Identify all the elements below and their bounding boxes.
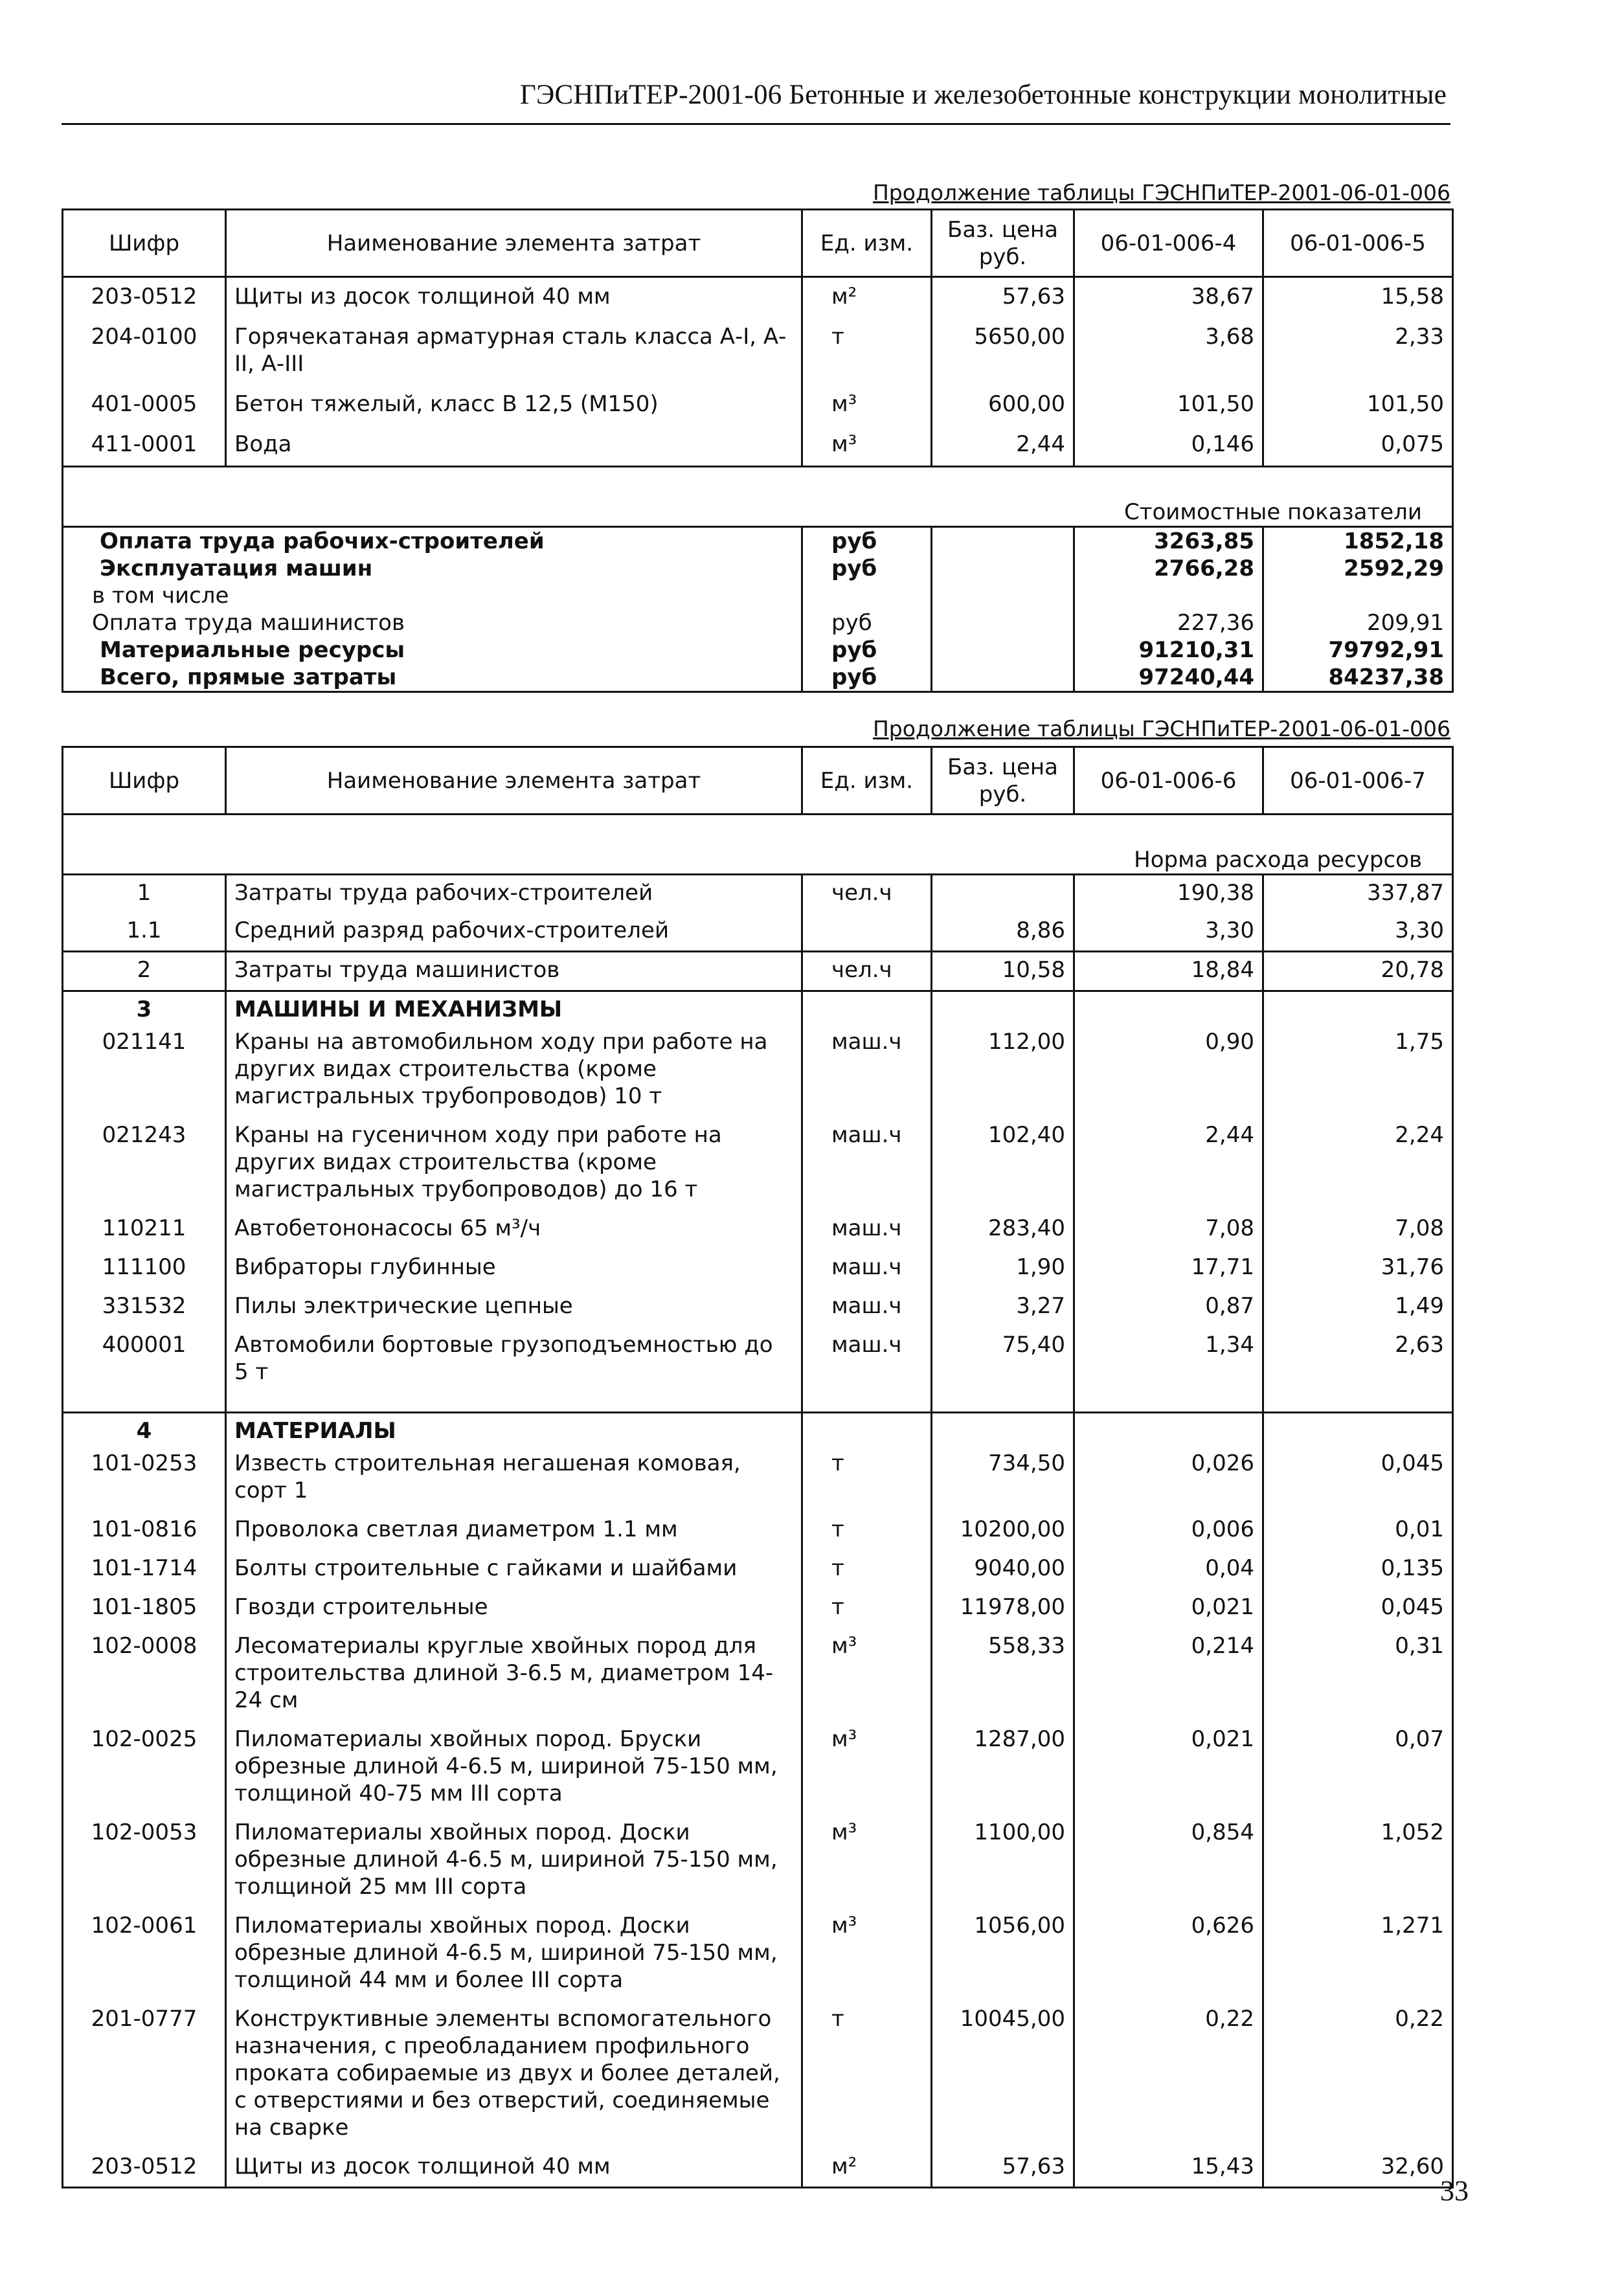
norm-value-col2: 0,075 (1263, 425, 1453, 467)
table2-body (63, 815, 1453, 2188)
material-row (63, 1720, 1453, 1814)
resource-name: Болты строительные с гайками и шайбами (226, 1549, 802, 1588)
resource-unit: чел.ч (802, 952, 932, 991)
resource-unit: м³ (802, 425, 932, 467)
material-row (63, 2000, 1453, 2148)
base-price: 3,27 (932, 1287, 1074, 1326)
material-row (63, 1549, 1453, 1588)
resource-code: 101-1714 (63, 1549, 226, 1588)
resource-name: Пиломатериалы хвойных пород. Доски обрезные длиной 4-6.5 м, шириной 75-150 мм, толщиной 44 мм и более III сорта (226, 1907, 802, 2000)
summary-value-col1: 97240,44 (1074, 664, 1263, 692)
resource-code: 203-0512 (63, 277, 226, 319)
base-price: 57,63 (932, 2148, 1074, 2188)
resource-unit: м³ (802, 1907, 932, 2000)
page-header (62, 76, 1450, 125)
machine-row (63, 1287, 1453, 1326)
norm-value-col1: 2,44 (1074, 1116, 1263, 1209)
resource-unit: маш.ч (802, 1248, 932, 1287)
resource-code: 102-0008 (63, 1627, 226, 1720)
document-title: ГЭСНПиТЕР-2001-06 Бетонные и железобетонные конструкции монолитные (519, 80, 1447, 110)
summary-unit: руб (802, 555, 932, 582)
resource-name: Пилы электрические цепные (226, 1287, 802, 1326)
resource-name: Затраты труда машинистов (226, 952, 802, 991)
norm-value-col2: 7,08 (1263, 1209, 1453, 1248)
table-row (63, 385, 1453, 425)
resource-code: 204-0100 (63, 318, 226, 385)
empty-cell (802, 991, 932, 1024)
base-price: 558,33 (932, 1627, 1074, 1720)
summary-value-col2: 209,91 (1263, 609, 1453, 636)
summary-value-col1: 227,36 (1074, 609, 1263, 636)
base-price: 1100,00 (932, 1814, 1074, 1907)
norm-value-col2: 1,052 (1263, 1814, 1453, 1907)
summary-price-empty (932, 609, 1074, 636)
summary-unit: руб (802, 609, 932, 636)
resource-unit: т (802, 1511, 932, 1549)
base-price (932, 875, 1074, 914)
summary-row (63, 555, 1453, 582)
resource-name: Проволока светлая диаметром 1.1 мм (226, 1511, 802, 1549)
resource-name: Средний разряд рабочих-строителей (226, 913, 802, 952)
summary-row (63, 527, 1453, 556)
norm-value-col1: 0,021 (1074, 1720, 1263, 1814)
summary-label: Оплата труда машинистов (63, 609, 802, 636)
base-price: 11978,00 (932, 1588, 1074, 1627)
header-price: Баз. цена руб. (932, 747, 1074, 815)
table-row (63, 277, 1453, 319)
empty-cell (932, 991, 1074, 1024)
labor-row (63, 875, 1453, 914)
resource-unit: т (802, 318, 932, 385)
summary-unit: руб (802, 527, 932, 556)
header-price: Баз. цена руб. (932, 210, 1074, 277)
resource-table-1 (62, 208, 1454, 693)
resource-code: 110211 (63, 1209, 226, 1248)
base-price: 1,90 (932, 1248, 1074, 1287)
header-code: Шифр (63, 747, 226, 815)
machine-row (63, 1023, 1453, 1116)
header-col1: 06-01-006-6 (1074, 747, 1263, 815)
norm-value-col2: 0,045 (1263, 1445, 1453, 1511)
resource-name: Лесоматериалы круглые хвойных пород для строительства длиной 3-6.5 м, диаметром 14-24 см (226, 1627, 802, 1720)
summary-unit: руб (802, 664, 932, 692)
resource-code: 400001 (63, 1326, 226, 1413)
norm-value-col2: 1,271 (1263, 1907, 1453, 2000)
summary-row (63, 636, 1453, 664)
resource-unit: т (802, 2000, 932, 2148)
norm-value-col1: 3,30 (1074, 913, 1263, 952)
norm-value-col2: 15,58 (1263, 277, 1453, 319)
machinists-row (63, 952, 1453, 991)
resource-name: Затраты труда рабочих-строителей (226, 875, 802, 914)
norm-value-col2: 101,50 (1263, 385, 1453, 425)
resource-code: 201-0777 (63, 2000, 226, 2148)
machine-row (63, 1209, 1453, 1248)
norm-value-col1: 0,22 (1074, 2000, 1263, 2148)
summary-label: Оплата труда рабочих-строителей (63, 527, 802, 556)
base-price: 10045,00 (932, 2000, 1074, 2148)
section-number: 4 (63, 1413, 226, 1445)
base-price: 734,50 (932, 1445, 1074, 1511)
norm-value-col1: 0,626 (1074, 1907, 1263, 2000)
summary-label: в том числе (63, 582, 802, 609)
base-price: 600,00 (932, 385, 1074, 425)
norm-value-col1: 0,026 (1074, 1445, 1263, 1511)
norm-value-col1: 17,71 (1074, 1248, 1263, 1287)
resource-name: Автомобили бортовые грузоподъемностью до 5 т (226, 1326, 802, 1413)
resource-name: Пиломатериалы хвойных пород. Доски обрезные длиной 4-6.5 м, шириной 75-150 мм, толщиной 25 мм III сорта (226, 1814, 802, 1907)
summary-value-col1: 3263,85 (1074, 527, 1263, 556)
material-row (63, 1627, 1453, 1720)
header-unit: Ед. изм. (802, 210, 932, 277)
machine-row (63, 1116, 1453, 1209)
table1-body (63, 277, 1453, 692)
summary-label: Всего, прямые затраты (63, 664, 802, 692)
labor-row (63, 913, 1453, 952)
empty-cell (1074, 1413, 1263, 1445)
resource-unit: м³ (802, 385, 932, 425)
norm-value-col1: 0,006 (1074, 1511, 1263, 1549)
resource-code: 102-0053 (63, 1814, 226, 1907)
summary-price-empty (932, 582, 1074, 609)
empty-cell (802, 1413, 932, 1445)
summary-value-col1 (1074, 582, 1263, 609)
summary-price-empty (932, 664, 1074, 692)
table2-caption: Продолжение таблицы ГЭСНПиТЕР-2001-06-01-006 (872, 716, 1450, 741)
resource-code: 411-0001 (63, 425, 226, 467)
resource-code: 401-0005 (63, 385, 226, 425)
section-label: Стоимостные показатели (63, 467, 1453, 527)
norm-value-col1: 0,214 (1074, 1627, 1263, 1720)
resource-unit: маш.ч (802, 1326, 932, 1413)
base-price: 5650,00 (932, 318, 1074, 385)
resource-name: Щиты из досок толщиной 40 мм (226, 2148, 802, 2188)
resource-unit: маш.ч (802, 1116, 932, 1209)
resource-code: 2 (63, 952, 226, 991)
summary-label: Эксплуатация машин (63, 555, 802, 582)
norm-value-col2: 0,045 (1263, 1588, 1453, 1627)
resource-code: 101-0253 (63, 1445, 226, 1511)
resource-name: Конструктивные элементы вспомогательного назначения, с преобладанием профильного проката собираемые из двух и более деталей, с отверстиями и без отверстий, соединяемые на сварке (226, 2000, 802, 2148)
norm-value-col2: 2,33 (1263, 318, 1453, 385)
header-code: Шифр (63, 210, 226, 277)
base-price: 102,40 (932, 1116, 1074, 1209)
section-label: Норма расхода ресурсов (63, 815, 1453, 875)
base-price: 75,40 (932, 1326, 1074, 1413)
resource-code: 021141 (63, 1023, 226, 1116)
summary-price-empty (932, 555, 1074, 582)
resource-unit (802, 913, 932, 952)
resource-unit: маш.ч (802, 1287, 932, 1326)
summary-unit (802, 582, 932, 609)
resource-code: 1.1 (63, 913, 226, 952)
norm-value-col2: 3,30 (1263, 913, 1453, 952)
norm-value-col2: 0,07 (1263, 1720, 1453, 1814)
material-row (63, 1445, 1453, 1511)
norm-value-col1: 101,50 (1074, 385, 1263, 425)
norm-value-col2: 0,01 (1263, 1511, 1453, 1549)
resource-unit: маш.ч (802, 1209, 932, 1248)
materials-heading-row (63, 1413, 1453, 1445)
cost-indicators-row (63, 467, 1453, 527)
table-row (63, 318, 1453, 385)
norm-value-col2: 337,87 (1263, 875, 1453, 914)
norm-value-col1: 0,146 (1074, 425, 1263, 467)
base-price: 9040,00 (932, 1549, 1074, 1588)
material-row (63, 2148, 1453, 2188)
resource-code: 331532 (63, 1287, 226, 1326)
resource-code: 111100 (63, 1248, 226, 1287)
table1-caption: Продолжение таблицы ГЭСНПиТЕР-2001-06-01-006 (872, 180, 1450, 205)
summary-row (63, 582, 1453, 609)
norm-value-col2: 20,78 (1263, 952, 1453, 991)
resource-unit: м³ (802, 1627, 932, 1720)
section-title: МАШИНЫ И МЕХАНИЗМЫ (226, 991, 802, 1024)
material-row (63, 1814, 1453, 1907)
empty-cell (1263, 991, 1453, 1024)
resource-name: Пиломатериалы хвойных пород. Бруски обрезные длиной 4-6.5 м, шириной 75-150 мм, толщиной 40-75 мм III сорта (226, 1720, 802, 1814)
norm-value-col2: 0,135 (1263, 1549, 1453, 1588)
resource-code: 101-1805 (63, 1588, 226, 1627)
machines-heading-row (63, 991, 1453, 1024)
norm-value-col1: 190,38 (1074, 875, 1263, 914)
material-row (63, 1511, 1453, 1549)
resource-unit: м² (802, 277, 932, 319)
norm-value-col1: 38,67 (1074, 277, 1263, 319)
header-unit: Ед. изм. (802, 747, 932, 815)
resource-name: Краны на гусеничном ходу при работе на других видах строительства (кроме магистральных трубопроводов) до 16 т (226, 1116, 802, 1209)
summary-unit: руб (802, 636, 932, 664)
section-title: МАТЕРИАЛЫ (226, 1413, 802, 1445)
base-price: 8,86 (932, 913, 1074, 952)
norm-value-col2: 0,31 (1263, 1627, 1453, 1720)
resource-name: Краны на автомобильном ходу при работе на других видах строительства (кроме магистральных трубопроводов) 10 т (226, 1023, 802, 1116)
section-number: 3 (63, 991, 226, 1024)
summary-price-empty (932, 527, 1074, 556)
empty-cell (1263, 1413, 1453, 1445)
summary-value-col1: 91210,31 (1074, 636, 1263, 664)
resource-name: Известь строительная негашеная комовая, сорт 1 (226, 1445, 802, 1511)
summary-price-empty (932, 636, 1074, 664)
base-price: 10200,00 (932, 1511, 1074, 1549)
resource-unit: м³ (802, 1720, 932, 1814)
empty-cell (1074, 991, 1263, 1024)
norm-value-col1: 0,021 (1074, 1588, 1263, 1627)
header-name: Наименование элемента затрат (226, 747, 802, 815)
summary-value-col2 (1263, 582, 1453, 609)
resource-code: 102-0025 (63, 1720, 226, 1814)
resource-code: 021243 (63, 1116, 226, 1209)
norm-value-col1: 0,90 (1074, 1023, 1263, 1116)
norm-value-col1: 1,34 (1074, 1326, 1263, 1413)
base-price: 112,00 (932, 1023, 1074, 1116)
resource-code: 101-0816 (63, 1511, 226, 1549)
base-price: 1056,00 (932, 1907, 1074, 2000)
summary-row (63, 609, 1453, 636)
norm-value-col2: 0,22 (1263, 2000, 1453, 2148)
norm-value-col2: 32,60 (1263, 2148, 1453, 2188)
resource-code: 203-0512 (63, 2148, 226, 2188)
norm-value-col2: 1,49 (1263, 1287, 1453, 1326)
resource-unit: т (802, 1588, 932, 1627)
page-number: 33 (1440, 2175, 1469, 2207)
resource-norm-row (63, 815, 1453, 875)
resource-unit: т (802, 1549, 932, 1588)
summary-value-col2: 1852,18 (1263, 527, 1453, 556)
norm-value-col2: 31,76 (1263, 1248, 1453, 1287)
resource-unit: чел.ч (802, 875, 932, 914)
base-price: 1287,00 (932, 1720, 1074, 1814)
summary-value-col2: 84237,38 (1263, 664, 1453, 692)
resource-code: 1 (63, 875, 226, 914)
base-price: 283,40 (932, 1209, 1074, 1248)
resource-name: Горячекатаная арматурная сталь класса А-I, А-II, А-III (226, 318, 802, 385)
resource-unit: т (802, 1445, 932, 1511)
resource-unit: маш.ч (802, 1023, 932, 1116)
resource-unit: м³ (802, 1814, 932, 1907)
norm-value-col2: 2,63 (1263, 1326, 1453, 1413)
header-col2: 06-01-006-5 (1263, 210, 1453, 277)
header-col1: 06-01-006-4 (1074, 210, 1263, 277)
machine-row (63, 1326, 1453, 1413)
summary-value-col2: 79792,91 (1263, 636, 1453, 664)
norm-value-col2: 1,75 (1263, 1023, 1453, 1116)
norm-value-col1: 18,84 (1074, 952, 1263, 991)
material-row (63, 1588, 1453, 1627)
resource-name: Бетон тяжелый, класс В 12,5 (М150) (226, 385, 802, 425)
summary-row (63, 664, 1453, 692)
norm-value-col1: 0,04 (1074, 1549, 1263, 1588)
base-price: 10,58 (932, 952, 1074, 991)
header-col2: 06-01-006-7 (1263, 747, 1453, 815)
base-price: 2,44 (932, 425, 1074, 467)
summary-value-col2: 2592,29 (1263, 555, 1453, 582)
norm-value-col1: 0,87 (1074, 1287, 1263, 1326)
resource-name: Гвозди строительные (226, 1588, 802, 1627)
resource-unit: м² (802, 2148, 932, 2188)
resource-table-2 (62, 746, 1454, 2188)
resource-code: 102-0061 (63, 1907, 226, 2000)
norm-value-col1: 7,08 (1074, 1209, 1263, 1248)
norm-value-col1: 15,43 (1074, 2148, 1263, 2188)
table-row (63, 425, 1453, 467)
resource-name: Автобетононасосы 65 м³/ч (226, 1209, 802, 1248)
resource-name: Щиты из досок толщиной 40 мм (226, 277, 802, 319)
header-name: Наименование элемента затрат (226, 210, 802, 277)
material-row (63, 1907, 1453, 2000)
norm-value-col1: 0,854 (1074, 1814, 1263, 1907)
norm-value-col2: 2,24 (1263, 1116, 1453, 1209)
resource-name: Вода (226, 425, 802, 467)
norm-value-col1: 3,68 (1074, 318, 1263, 385)
summary-value-col1: 2766,28 (1074, 555, 1263, 582)
resource-name: Вибраторы глубинные (226, 1248, 802, 1287)
base-price: 57,63 (932, 277, 1074, 319)
empty-cell (932, 1413, 1074, 1445)
summary-label: Материальные ресурсы (63, 636, 802, 664)
machine-row (63, 1248, 1453, 1287)
